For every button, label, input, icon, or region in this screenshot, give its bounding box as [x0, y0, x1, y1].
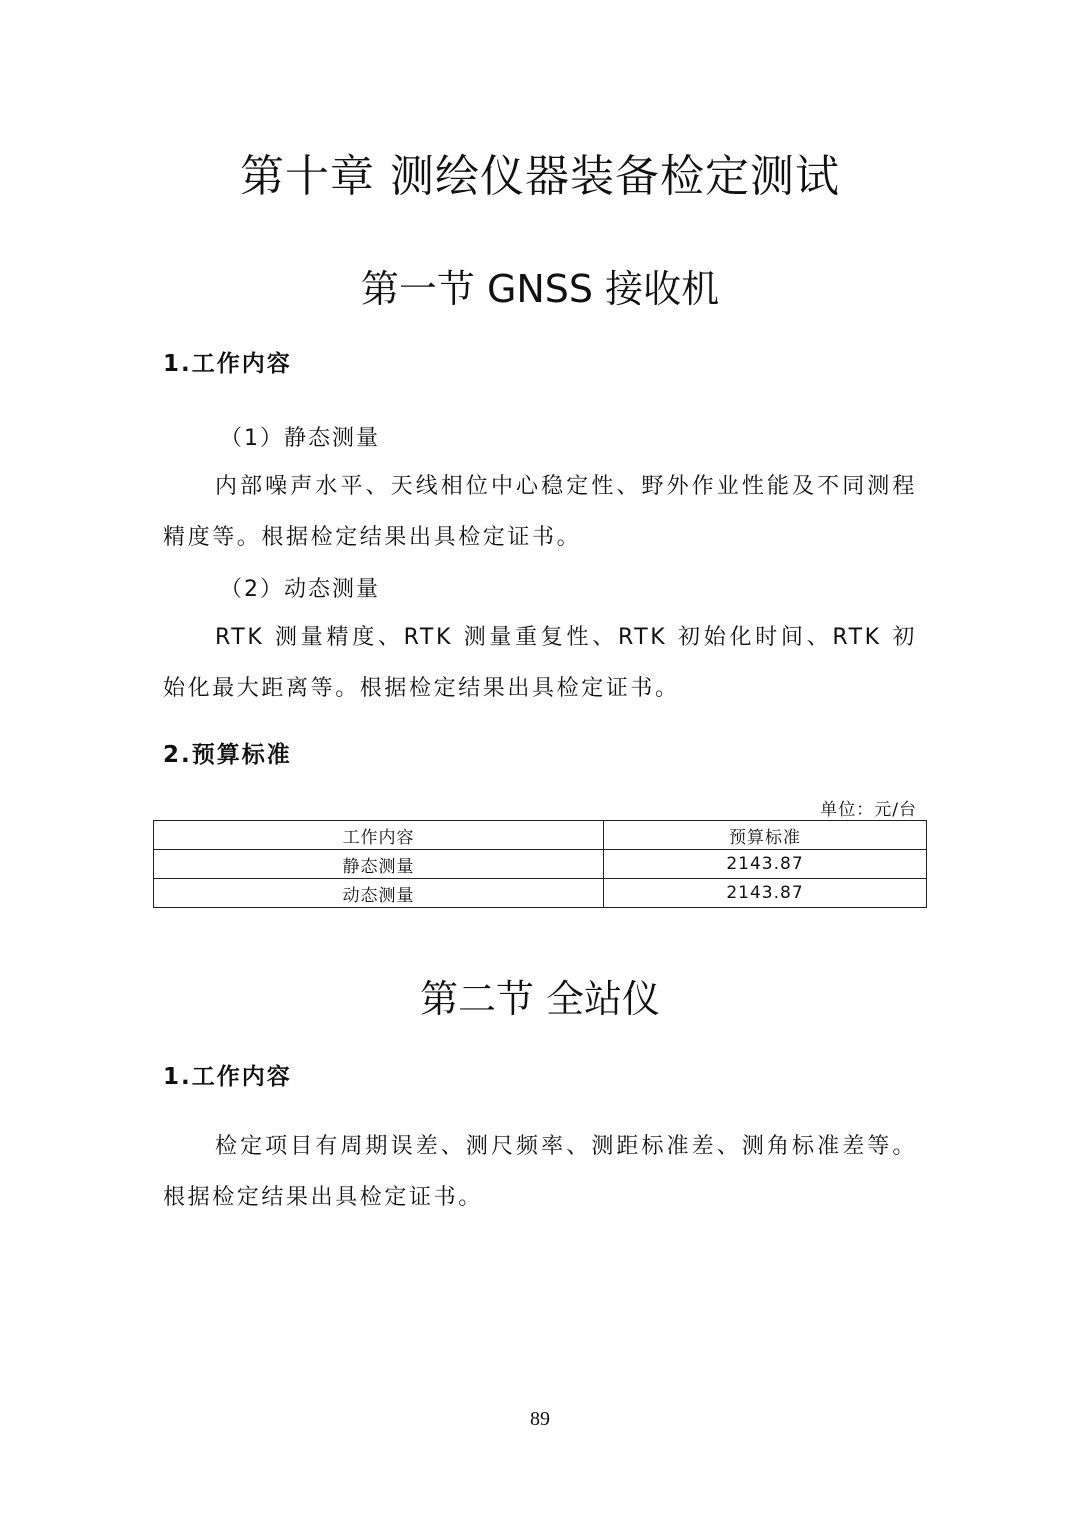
dynamic-survey-label: （2）动态测量: [220, 577, 380, 602]
static-survey-text: 内部噪声水平、天线相位中心稳定性、野外作业性能及不同测程精度等。根据检定结果出具检定证书。: [163, 474, 917, 550]
total-station-text: 检定项目有周期误差、测尺频率、测距标准差、测角标准差等。根据检定结果出具检定证书。: [163, 1134, 917, 1210]
work-content-heading-2: 1.工作内容: [163, 1064, 292, 1090]
table-header-cell: 预算标准: [604, 821, 927, 850]
budget-heading: 2.预算标准: [163, 742, 292, 768]
work-content-heading: 1.工作内容: [163, 351, 292, 377]
table-cell: 2143.87: [604, 850, 927, 879]
table-cell: 2143.87: [604, 879, 927, 908]
dynamic-survey-text: RTK 测量精度、RTK 测量重复性、RTK 初始化时间、RTK 初始化最大距离等。根据检定结果出具检定证书。: [163, 625, 917, 701]
static-survey-label: （1）静态测量: [220, 426, 380, 451]
table-header-row: [154, 821, 927, 850]
budget-table: [153, 820, 927, 908]
table-cell: 静态测量: [154, 850, 604, 879]
table-row: [154, 850, 927, 879]
chapter-title: 第十章 测绘仪器装备检定测试: [240, 151, 840, 202]
unit-label: 单位：元/台: [820, 800, 917, 820]
page-number: 89: [530, 1408, 550, 1430]
table-header-cell: 工作内容: [154, 821, 604, 850]
section-title-total-station: 第二节 全站仪: [419, 977, 661, 1021]
table-row: [154, 879, 927, 908]
section-title-gnss: 第一节 GNSS 接收机: [360, 267, 720, 311]
table-cell: 动态测量: [154, 879, 604, 908]
